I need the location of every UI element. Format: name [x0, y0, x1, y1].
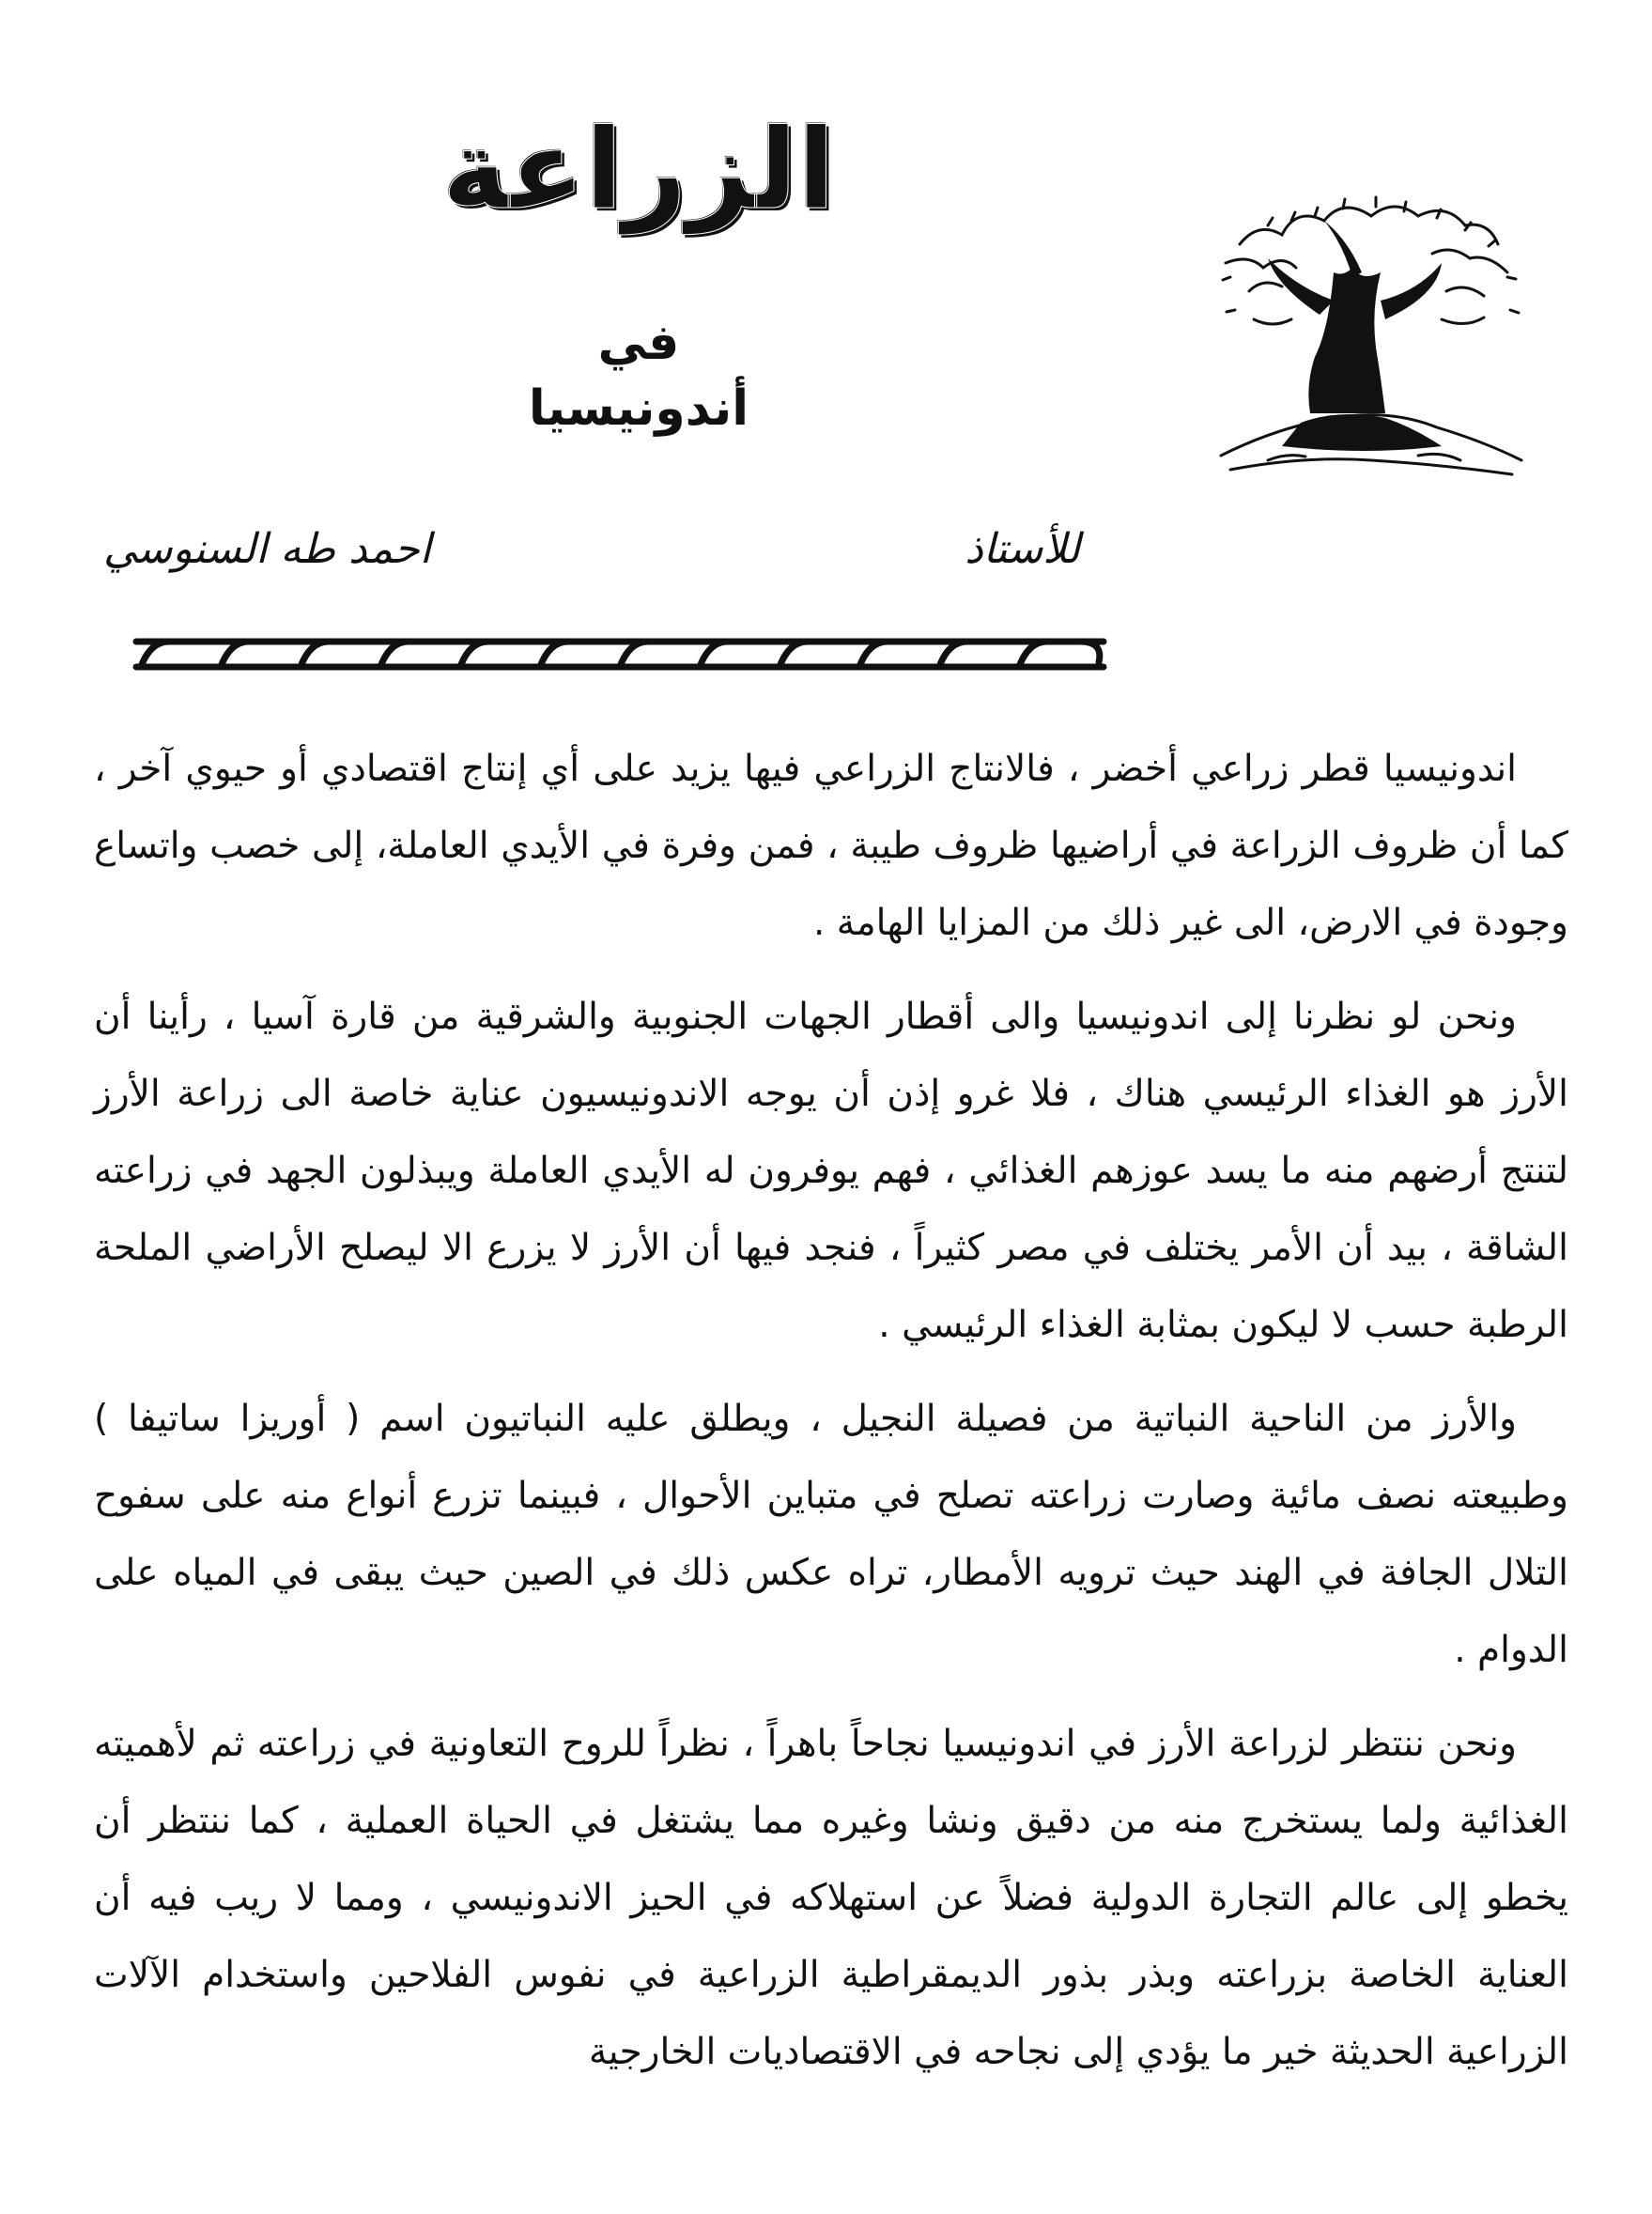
article-body	[94, 731, 1568, 2108]
paragraph: والأرز من الناحية النباتية من فصيلة النجيل ، ويطلق عليه النباتيون اسم ( أوريزا ساتيفا ) وطبيعته نصف مائية وصارت زراعته تصلح في متباين الأحوال ، فبينما تزرع أنواع منه على سفوح التلال الجافة في الهند حيث ترويه الأمطار، تراه عكس ذلك في الصين حيث يبقى في المياه على الدوام .	[94, 1398, 1568, 1671]
byline-prefix: للأستاذ	[965, 525, 1080, 573]
tree-icon	[1212, 188, 1531, 479]
paragraph: ونحن لو نظرنا إلى اندونيسيا والى أقطار الجهات الجنوبية والشرقية من قارة آسيا ، رأينا أن الأرز هو الغذاء الرئيسي هناك ، فلا غرو إذن أن يوجه الاندونيسيون عناية خاصة الى زراعة الأرز لتنتج أرضهم منه ما يسد عوزهم الغذائي ، فهم يوفرون له الأيدي العاملة ويبذلون الجهد في زراعته الشاقة ، بيد أن الأمر يختلف في مصر كثيراً ، فنجد فيها أن الأرز لا يزرع الا ليصلح الأراضي الملحة الرطبة حسب لا ليكون بمثابة الغذاء الرئيسي .	[94, 996, 1568, 1346]
author-name: احمد طه السنوسي	[103, 525, 431, 573]
paragraph: ونحن ننتظر لزراعة الأرز في اندونيسيا نجاحاً باهراً ، نظراً للروح التعاونية في زراعته ثم لأهميته الغذائية ولما يستخرج منه من دقيق ونشا وغيره مما يشتغل في الحياة العملية ، كما ننتظر أن يخطو إلى عالم التجارة الدولية فضلاً عن استهلاكه في الحيز الاندونيسي ، ومما لا ريب فيه أن العناية الخاصة بزراعته وبذر بذور الديمقراطية الزراعية في نفوس الفلاحين واستخدام الآلات الزراعية الحديثة خير ما يؤدي إلى نجاحه في الاقتصاديات الخارجية	[94, 1723, 1568, 2073]
article-subtitle: في أندونيسيا	[528, 315, 749, 437]
paragraph: اندونيسيا قطر زراعي أخضر ، فالانتاج الزراعي فيها يزيد على أي إنتاج اقتصادي أو حيوي آخر ، كما أن ظروف الزراعة في أراضيها ظروف طيبة ، فمن وفرة في الأيدي العاملة، إلى خصب واتساع وجودة في الارض، الى غير ذلك من المزايا الهامة .	[94, 748, 1568, 944]
braided-rule-ornament	[131, 625, 1108, 681]
byline	[103, 512, 1080, 587]
article-title: الزراعة	[441, 104, 836, 234]
